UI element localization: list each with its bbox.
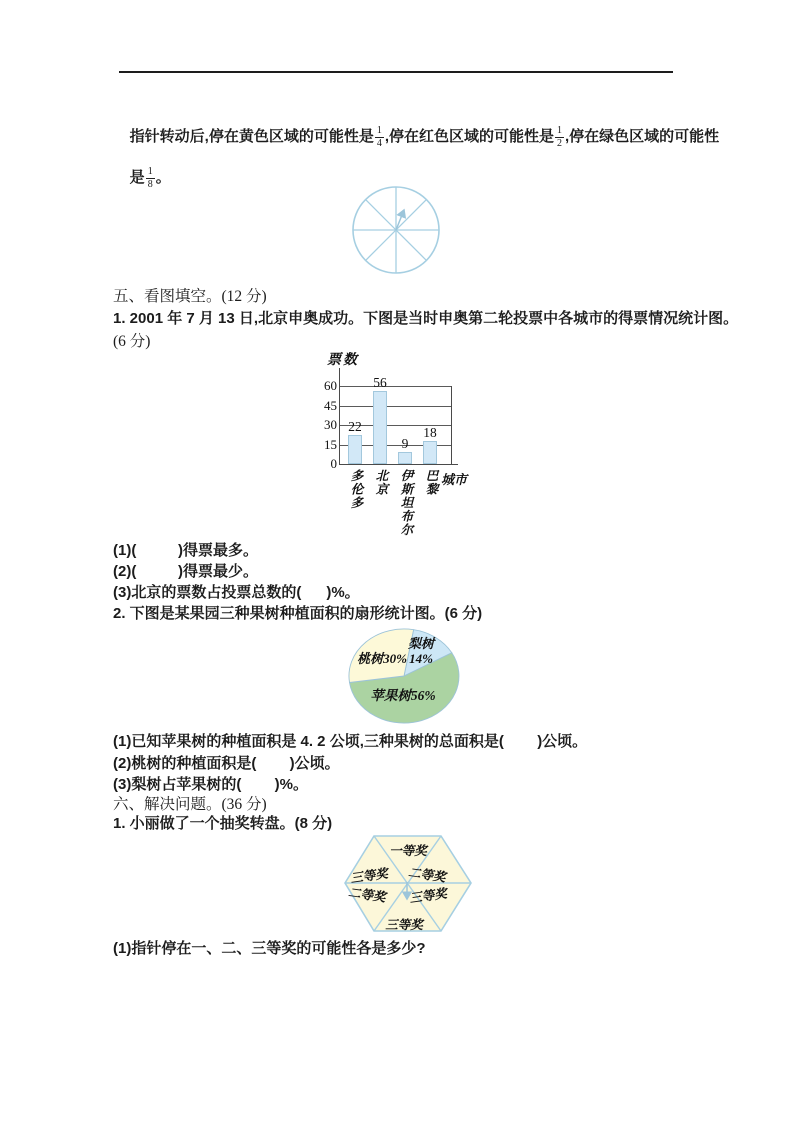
section-6-q1-item: (1)指针停在一、二、三等奖的可能性各是多少? [113,940,426,957]
section-6-header: 六、解决问题。(36 分) [113,796,267,813]
pie-label-pear-value: 14% [409,651,433,666]
section-6-q1-intro: 1. 小丽做了一个抽奖转盘。(8 分) [113,815,333,832]
pie-label-apple: 苹果树56% [370,688,436,703]
prize-wheel [340,829,480,939]
bar-chart-gridline [339,406,451,407]
bar-chart-category-label: 北京 [374,469,388,496]
question-2-item-3: (3)梨树占苹果树的( )%。 [113,776,309,793]
bar-chart-gridline [339,386,451,387]
bar-chart-value-label: 18 [423,424,437,440]
prize-label-bottom: 三等奖 [385,918,423,932]
intro-text: ,停在红色区域的可能性是 [384,128,555,145]
bar-chart-ytick-label: 45 [324,397,337,413]
bar-chart-y-axis-title: 票数 [327,353,359,368]
prize-label-lower-right: 三等奖 [408,886,448,906]
spinner-arrow-icon [396,210,404,230]
bar-chart-ytick-label: 0 [330,456,337,471]
bar-chart-value-label: 22 [348,419,362,435]
question-1-item-1: (1)( )得票最多。 [113,542,258,559]
orchard-pie-chart [347,624,467,728]
bar-chart-right-border [451,386,452,464]
prize-label-upper-left: 三等奖 [349,866,389,886]
bar-chart-ytick-label: 15 [324,436,337,452]
fraction-one-half: $\frac{1}{2}$ [557,125,563,149]
question-2-item-1: (1)已知苹果树的种植面积是 4. 2 公顷,三种果树的总面积是( )公顷。 [113,733,588,750]
intro-text: 是 [129,169,145,186]
bar-chart-value-label: 9 [401,436,409,452]
top-divider-line [119,71,673,73]
bar-chart-ytick-label: 30 [324,417,337,432]
votes-bar-chart [325,348,515,548]
bar-chart-bar [348,435,362,464]
fraction-one-eighth: $\frac{1}{8}$ [147,166,153,190]
intro-text: 指针转动后,停在黄色区域的可能性是 [129,128,374,145]
intro-line-2 [113,147,171,210]
bar-chart-value-label: 56 [373,375,387,391]
prize-label-upper-right: 二等奖 [407,865,447,885]
bar-chart-x-axis [339,464,458,465]
prize-label-lower-left: 二等奖 [347,885,387,905]
bar-chart-category-label: 伊斯坦布尔 [399,469,413,537]
bar-chart-bar [423,441,437,464]
question-1-intro: 1. 2001 年 7 月 13 日,北京申奥成功。下图是当时申奥第二轮投票中各城市的得票情况统计图。 [113,310,739,327]
section-5-header: 五、看图填空。(12 分) [113,288,267,305]
bar-chart-bar [398,452,412,464]
question-2-item-2: (2)桃树的种植面积是( )公顷。 [113,755,340,772]
intro-line-1 [113,106,719,169]
bar-chart-category-label: 多伦多 [349,469,363,510]
pie-label-pear-name: 梨树 [407,636,434,651]
intro-text: ,停在绿色区域的可能性 [565,128,720,145]
question-1-item-3: (3)北京的票数占投票总数的( )%。 [113,584,360,601]
prize-label-top: 一等奖 [389,844,427,858]
question-2-intro: 2. 下图是某果园三种果树种植面积的扇形统计图。(6 分) [113,605,483,622]
pie-label-pear [403,636,439,666]
bar-chart-category-label: 巴黎 [424,469,438,496]
pie-label-peach: 桃树30% [357,651,407,666]
bar-chart-y-axis [339,368,340,464]
question-1-score: (6 分) [113,333,151,350]
question-1-item-2: (2)( )得票最少。 [113,563,258,580]
fraction-one-fourth: $\frac{1}{4}$ [376,125,382,149]
bar-chart-x-axis-title: 城市 [441,472,468,487]
spinner-circle-figure [350,184,444,278]
bar-chart-ytick-label: 60 [324,378,337,393]
bar-chart-bar [373,391,387,464]
intro-text: 。 [155,169,171,186]
